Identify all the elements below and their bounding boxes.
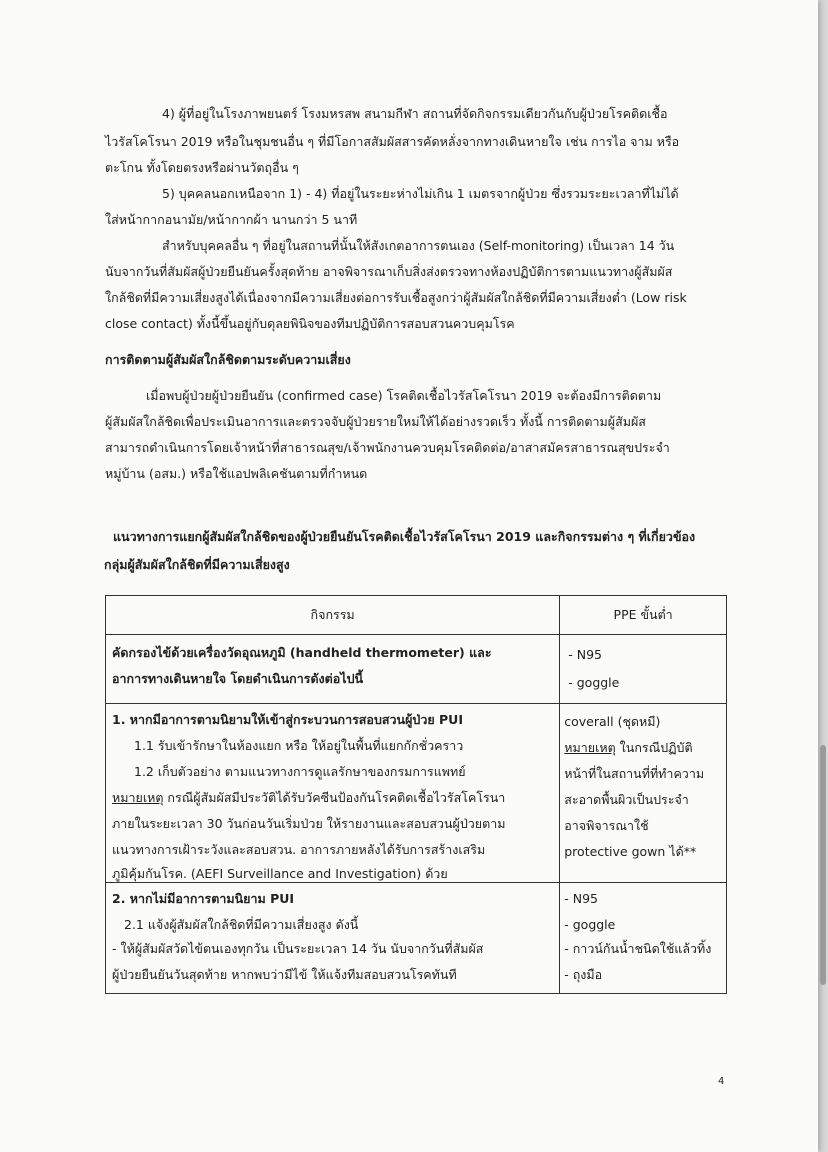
column-header-ppe: PPE ขั้นต่ำ [560,596,727,635]
paragraph-line: 5) บุคคลนอกเหนือจาก 1) - 4) ที่อยู่ในระยะห่างไม่เกิน 1 เมตรจากผู้ป่วย ซึ่งรวมระยะเวลาที่ไม่ได้ [162,186,679,201]
note-label: หมายเหตุ [564,740,616,755]
paragraph-line: สามารถดำเนินการโดยเจ้าหน้าที่สาธารณสุข/เจ้าพนักงานควบคุมโรคติดต่อ/อาสาสมัครสาธารณสุขประจำ [105,440,670,455]
table-cell-text: - N95 [564,891,598,906]
table-cell-text: 2. หากไม่มีอาการตามนิยาม PUI [112,891,295,906]
table-cell-text: - ถุงมือ [564,967,603,982]
paragraph-line: นับจากวันที่สัมผัสผู้ป่วยยืนยันครั้งสุดท้าย อาจพิจารณาเก็บสิ่งส่งตรวจทางห้องปฏิบัติการตามแนวทางผู้สัมผัส [105,264,673,279]
table-cell-text: - กาวน์กันน้ำชนิดใช้แล้วทิ้ง [564,941,712,956]
table-cell-text: หน้าที่ในสถานที่ที่ทำความ [564,766,705,781]
page-number: 4 [718,1076,725,1087]
paragraph-line: ไวรัสโคโรนา 2019 หรือในชุมชนอื่น ๆ ที่มีโอกาสสัมผัสสารคัดหลั่งจากทางเดินหายใจ เช่น การไอ จาม หรือ [105,134,680,149]
table-cell-text: ภายในระยะเวลา 30 วันก่อนวันเริ่มป่วย ให้รายงานและสอบสวนผู้ป่วยตาม [112,816,506,831]
table-cell-text: คัดกรองไข้ด้วยเครื่องวัดอุณหภูมิ (handheld thermometer) และ [112,645,492,660]
paragraph-line: ใส่หน้ากากอนามัย/หน้ากากผ้า นานกว่า 5 นาที [105,212,358,227]
vertical-scrollbar[interactable] [820,745,826,985]
table-cell-text: protective gown ได้** [564,844,697,859]
table-cell-text [112,790,505,805]
table-cell-text: อาการทางเดินหายใจ โดยดำเนินการดังต่อไปนี้ [112,671,364,686]
paragraph-line: 4) ผู้ที่อยู่ในโรงภาพยนตร์ โรงมหรสพ สนามกีฬา สถานที่จัดกิจกรรมเดียวกันกับผู้ป่วยโรคติดเชื้อ [162,106,668,121]
table-heading: แนวทางการแยกผู้สัมผัสใกล้ชิดของผู้ป่วยยืนยันโรคติดเชื้อไวรัสโคโรนา 2019 และกิจกรรมต่าง ๆ ที่เกี่ยวข้อง [113,529,696,544]
table-cell-text: coverall (ชุดหมี) [564,714,661,729]
paragraph-line: close contact) ทั้งนี้ขึ้นอยู่กับดุลยพินิจของทีมปฏิบัติการสอบสวนควบคุมโรค [105,316,515,331]
section-heading: การติดตามผู้สัมผัสใกล้ชิดตามระดับความเสี่ยง [105,352,351,367]
ppe-table [105,595,727,994]
table-cell-text: ผู้ป่วยยืนยันวันสุดท้าย หากพบว่ามีไข้ ให้แจ้งทีมสอบสวนโรคทันที [112,967,457,982]
paragraph-line: ใกล้ชิดที่มีความเสี่ยงสูงได้เนื่องจากมีความเสี่ยงต่อการรับเชื้อสูงกว่าผู้สัมผัสใกล้ชิดที่มีความเสี่ยงต่ำ (Low risk [105,290,687,305]
note-label: หมายเหตุ [112,790,164,805]
table-row [106,635,727,704]
table-cell-text: - goggle [564,917,616,932]
table-cell-text: - goggle [568,675,620,690]
table-cell-text: 1.2 เก็บตัวอย่าง ตามแนวทางการดูแลรักษาของกรมการแพทย์ [134,764,466,779]
table-row [106,704,727,883]
table-cell-text: อาจพิจารณาใช้ [564,818,649,833]
table-row [106,883,727,994]
table-cell-text: 1.1 รับเข้ารักษาในห้องแยก หรือ ให้อยู่ในพื้นที่แยกกักชั่วคราว [134,738,464,753]
table-header-row [106,596,727,635]
table-cell-text: - N95 [568,647,602,662]
paragraph-line: สำหรับบุคคลอื่น ๆ ที่อยู่ในสถานที่นั้นให้สังเกตอาการตนเอง (Self-monitoring) เป็นเวลา 14 วัน [162,238,675,253]
table-cell-text: 1. หากมีอาการตามนิยามให้เข้าสู่กระบวนการสอบสวนผู้ป่วย PUI [112,712,463,727]
paragraph-line: ตะโกน ทั้งโดยตรงหรือผ่านวัตถุอื่น ๆ [105,160,299,175]
paragraph-line: เมื่อพบผู้ป่วยผู้ป่วยยืนยัน (confirmed case) โรคติดเชื้อไวรัสโคโรนา 2019 จะต้องมีการติดตาม [146,388,662,403]
table-cell-text: - ให้ผู้สัมผัสวัดไข้ตนเองทุกวัน เป็นระยะเวลา 14 วัน นับจากวันที่สัมผัส [112,941,484,956]
column-header-activity: กิจกรรม [106,596,560,635]
table-cell-text: 2.1 แจ้งผู้สัมผัสใกล้ชิดที่มีความเสี่ยงสูง ดังนี้ [124,917,359,932]
paragraph-line: ผู้สัมผัสใกล้ชิดเพื่อประเมินอาการและตรวจจับผู้ป่วยรายใหม่ให้ได้อย่างรวดเร็ว ทั้งนี้ การติดตามผู้สัมผัส [105,414,646,429]
table-heading: กลุ่มผู้สัมผัสใกล้ชิดที่มีความเสี่ยงสูง [104,557,290,572]
table-cell-text [564,740,692,755]
table-cell-text: สะอาดพื้นผิวเป็นประจำ [564,792,689,807]
table-cell-text: แนวทางการเฝ้าระวังและสอบสวน. อาการภายหลังได้รับการสร้างเสริม [112,842,486,857]
note-text: กรณีผู้สัมผัสมีประวัติได้รับวัคซีนป้องกันโรคติดเชื้อไวรัสโคโรนา [163,790,506,805]
table-cell-text: ภูมิคุ้มกันโรค. (AEFI Surveillance and Investigation) ด้วย [112,866,448,881]
note-text: ในกรณีปฏิบัติ [615,740,693,755]
paragraph-line: หมู่บ้าน (อสม.) หรือใช้แอปพลิเคชันตามที่กำหนด [105,466,368,481]
